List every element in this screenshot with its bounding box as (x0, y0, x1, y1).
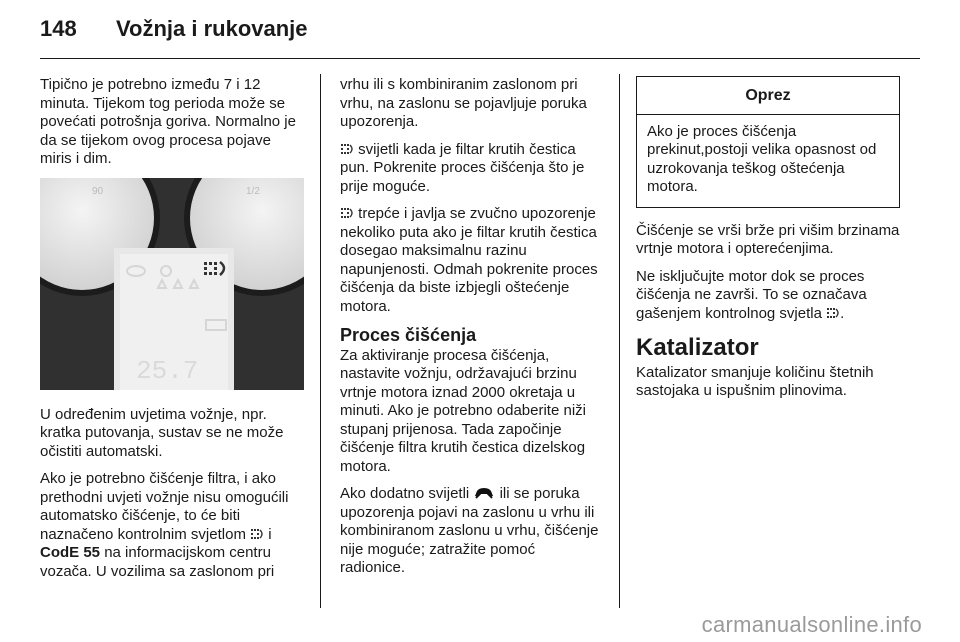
section-heading-catalyst: Katalizator (636, 334, 759, 361)
page-number: 148 (40, 16, 77, 41)
instrument-cluster-illustration (40, 178, 304, 390)
text-filter-b: i (268, 525, 272, 543)
text-workshop-a: Ako dodatno svijetli (340, 485, 470, 502)
header-rule (40, 58, 920, 59)
column-divider-1 (320, 74, 321, 608)
paragraph-light-flashing (340, 205, 604, 316)
dpf-indicator-icon (340, 206, 354, 220)
text-workshop-b: ili se poruka upozorenja pojavi na zaslonu u vrhu ili kombiniranom zaslonu u vrhu, čišćenje nije moguće; zatražite pomoć radionice. (340, 485, 599, 576)
text-filter-c: na informacijskom centru vozača. U vozilima sa zaslonom pri (40, 544, 275, 580)
dial-right-label: 1/2 (246, 185, 260, 197)
dpf-indicator-icon (826, 306, 840, 320)
instrument-cluster-image (40, 178, 304, 390)
section-heading-cleaning: Proces čišćenja (340, 325, 477, 345)
watermark: carmanualsonline.info (701, 612, 922, 637)
paragraph-workshop (340, 485, 604, 578)
paragraph-light-on (340, 141, 604, 197)
caution-body: Ako je proces čišćenja prekinut,postoji velika opasnost od uzrokovanja teškog oštećenja motora. (647, 122, 877, 195)
page-title: Vožnja i rukovanje (116, 16, 308, 41)
column-divider-2 (619, 74, 620, 608)
text-filter-a: Ako je potrebno čišćenje filtra, i ako prethodni uvjeti vožnje nisu omogućili automatsko čišćenje, to će biti naznačeno kontrolnim svjetlom (40, 470, 289, 543)
text-light-on: svijetli kada je filtar krutih čestica pun. Pokrenite proces čišćenja što je prije moguće. (340, 140, 585, 195)
text-switch-off-a: Ne isključujte motor dok se proces čišćenja ne završi. To se označava gašenjem kontrolnog svjetla (636, 267, 867, 322)
paragraph-do-not-switch-off (636, 268, 902, 324)
paragraph-duration: Tipično je potrebno između 7 i 12 minuta. Tijekom tog perioda može se povećati potrošnja goriva. Normalno je da se tijekom ovog procesa pojave miris i dim. (40, 76, 296, 167)
dpf-indicator-icon (250, 527, 264, 541)
engine-service-icon (473, 486, 495, 500)
caution-title: Oprez (637, 77, 899, 115)
column-2 (340, 76, 604, 587)
text-switch-off-b: . (840, 304, 845, 322)
dpf-indicator-icon (340, 142, 354, 156)
page-header (40, 16, 920, 50)
text-light-flashing: trepće i javlja se zvučno upozorenje nekoliko puta ako je filtar krutih čestica dosegao maksimalnu razinu napunjenosti. Odmah pokrenite proces čišćenja da biste izbjegli oštećenje motora. (340, 205, 598, 315)
dial-left-label: 90 (92, 185, 104, 197)
code-text: CodE 55 (40, 544, 101, 561)
paragraph-filter-cleaning (40, 470, 304, 581)
paragraph-conditions: U određenim uvjetima vožnje, npr. kratka putovanja, sustav se ne može očistiti automatski. (40, 405, 284, 460)
paragraph-catalyst: Katalizator smanjuje količinu štetnih sastojaka u ispušnim plinovima. (636, 363, 874, 399)
paragraph-cleaning-process: Za aktiviranje procesa čišćenja, nastavite vožnju, održavajući brzinu vrtnje motora iznad 2000 okretaja u minuti. Ako je potrebno odaberite niži stupanj prijenosa. Tada započinje čišćenje filtra krutih čestica dizelskog motora. (340, 346, 586, 475)
column-1 (40, 76, 304, 590)
display-readout: 25.7 (136, 355, 199, 386)
paragraph-warning-message: vrhu ili s kombiniranim zaslonom pri vrhu, na zaslonu se pojavljuje poruka upozorenja. (340, 76, 587, 130)
paragraph-faster-cleaning: Čišćenje se vrši brže pri višim brzinama vrtnje motora i opterećenjima. (636, 221, 900, 257)
column-3 (636, 76, 902, 410)
caution-box (636, 76, 900, 208)
